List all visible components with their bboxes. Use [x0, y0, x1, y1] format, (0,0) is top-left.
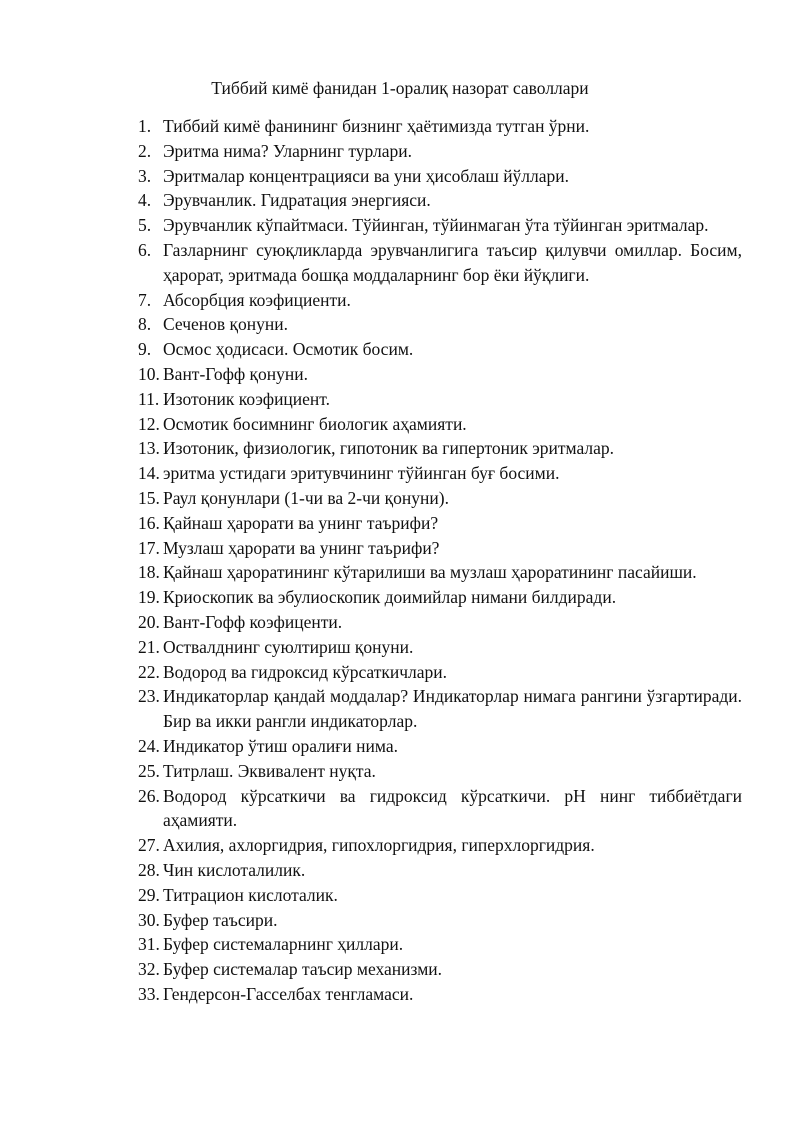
question-text: Буфер таъсири.: [163, 909, 278, 930]
question-number: 3.: [138, 165, 152, 186]
question-text: Вант-Гофф коэфиценти.: [163, 611, 343, 632]
list-item: [138, 213, 742, 238]
question-text: Чин кислоталилик.: [163, 859, 306, 880]
question-text: Тиббий кимё фанининг бизнинг ҳаётимизда тутган ўрни.: [163, 116, 590, 136]
list-item: [138, 139, 742, 164]
list-item: [138, 982, 742, 1007]
question-number: 6.: [138, 239, 152, 260]
list-item: [138, 114, 742, 139]
question-text: Буфер системаларнинг ҳиллари.: [163, 934, 404, 955]
list-item: [138, 883, 742, 908]
question-text: эритма устидаги эритувчининг тўйинган буғ босими.: [163, 463, 560, 484]
question-number: 7.: [138, 289, 152, 310]
question-number: 11.: [138, 388, 160, 409]
list-item: [138, 759, 742, 784]
question-text: Вант-Гофф қонуни.: [163, 363, 309, 384]
question-number: 17.: [138, 537, 160, 558]
list-item: [138, 635, 742, 660]
list-item: [138, 511, 742, 536]
question-number: 19.: [138, 587, 160, 608]
question-text: Изотоник коэфициент.: [163, 388, 331, 409]
list-item: [138, 610, 742, 635]
question-number: 27.: [138, 835, 160, 856]
question-number: 29.: [138, 884, 160, 905]
question-number: 9.: [138, 339, 152, 360]
question-text: Оствалднинг суюлтириш қонуни.: [163, 636, 414, 657]
list-item: [138, 660, 742, 685]
list-item: [138, 957, 742, 982]
question-number: 31.: [138, 934, 160, 955]
page-title: Тиббий кимё фанидан 1-оралиқ назорат саволлари: [211, 78, 589, 98]
question-text: Осмос ҳодисаси. Осмотик босим.: [163, 339, 414, 360]
list-item: [138, 238, 742, 288]
list-item: [138, 684, 742, 734]
question-number: 28.: [138, 859, 160, 880]
list-item: [138, 436, 742, 461]
question-number: 12.: [138, 413, 160, 434]
question-text: Эрувчанлик кўпайтмаси. Тўйинган, тўйинмаган ўта тўйинган эритмалар.: [163, 215, 709, 236]
list-item: [138, 734, 742, 759]
question-number: 24.: [138, 735, 160, 756]
list-item: [138, 337, 742, 362]
question-number: 8.: [138, 314, 152, 335]
question-number: 13.: [138, 438, 160, 459]
question-text: Қайнаш ҳарорати ва унинг таърифи?: [163, 512, 439, 533]
question-text: Криоскопик ва эбулиоскопик доимийлар нимани билдиради.: [163, 587, 617, 608]
list-item: [138, 387, 742, 412]
question-text: Гендерсон-Гасселбах тенгламаси.: [163, 983, 414, 1004]
list-item: [138, 412, 742, 437]
list-item: [138, 312, 742, 337]
list-item: [138, 188, 742, 213]
question-number: 15.: [138, 487, 160, 508]
question-text: Осмотик босимнинг биологик аҳамияти.: [163, 413, 467, 434]
question-text: Индикатор ўтиш оралиғи нима.: [163, 735, 398, 756]
question-text: Музлаш ҳарорати ва унинг таърифи?: [163, 537, 440, 558]
list-item: [138, 164, 742, 189]
question-text: Титрацион кислоталик.: [163, 884, 338, 905]
question-number: 26.: [138, 785, 160, 806]
question-text: Газларнинг суюқликларда эрувчанлигига таъсир қилувчи омиллар. Босим, ҳарорат, эритмада бошқа моддаларнинг бор ёки йўқлиги.: [163, 239, 742, 285]
list-item: [138, 932, 742, 957]
question-number: 25.: [138, 760, 160, 781]
list-item: [138, 908, 742, 933]
question-number: 18.: [138, 562, 160, 583]
question-text: Эритма нима? Уларнинг турлари.: [163, 140, 412, 161]
question-number: 22.: [138, 661, 160, 682]
question-text: Ахилия, ахлоргидрия, гипохлоргидрия, гиперхлоргидрия.: [163, 835, 595, 856]
question-text: Эрувчанлик. Гидратация энергияси.: [163, 190, 431, 211]
question-number: 2.: [138, 140, 152, 161]
question-number: 30.: [138, 909, 160, 930]
question-number: 14.: [138, 463, 160, 484]
question-number: 4.: [138, 190, 152, 211]
question-text: Индикаторлар қандай моддалар? Индикаторлар нимага рангини ўзгартиради. Бир ва икки рангли индикаторлар.: [163, 686, 742, 732]
question-number: 23.: [138, 686, 160, 707]
list-item: [138, 858, 742, 883]
list-item: [138, 288, 742, 313]
question-number: 33.: [138, 983, 160, 1004]
list-item: [138, 560, 742, 585]
question-number: 32.: [138, 959, 160, 980]
question-number: 1.: [138, 116, 152, 136]
list-item: [138, 362, 742, 387]
question-number: 21.: [138, 636, 160, 657]
question-number: 20.: [138, 611, 160, 632]
list-item: [138, 833, 742, 858]
question-number: 10.: [138, 363, 160, 384]
question-text: Эритмалар концентрацияси ва уни ҳисоблаш йўллари.: [163, 165, 570, 186]
question-text: Изотоник, физиологик, гипотоник ва гипертоник эритмалар.: [163, 438, 615, 459]
question-text: Раул қонунлари (1-чи ва 2-чи қонуни).: [163, 487, 449, 508]
question-number: 5.: [138, 215, 152, 236]
question-text: Водород ва гидроксид кўрсаткичлари.: [163, 661, 448, 682]
list-item: [138, 585, 742, 610]
question-list: [138, 114, 742, 1007]
question-number: 16.: [138, 512, 160, 533]
question-text: Буфер системалар таъсир механизми.: [163, 959, 443, 980]
list-item: [138, 461, 742, 486]
question-text: Сеченов қонуни.: [163, 314, 289, 335]
question-text: Водород кўрсаткичи ва гидроксид кўрсаткичи. pH нинг тиббиётдаги аҳамияти.: [163, 785, 742, 831]
list-item: [138, 784, 742, 834]
question-text: Абсорбция коэфициенти.: [163, 289, 351, 310]
list-item: [138, 486, 742, 511]
question-text: Қайнаш ҳароратининг кўтарилиши ва музлаш ҳароратининг пасайиши.: [163, 562, 697, 583]
question-text: Титрлаш. Эквивалент нуқта.: [163, 760, 376, 781]
list-item: [138, 536, 742, 561]
